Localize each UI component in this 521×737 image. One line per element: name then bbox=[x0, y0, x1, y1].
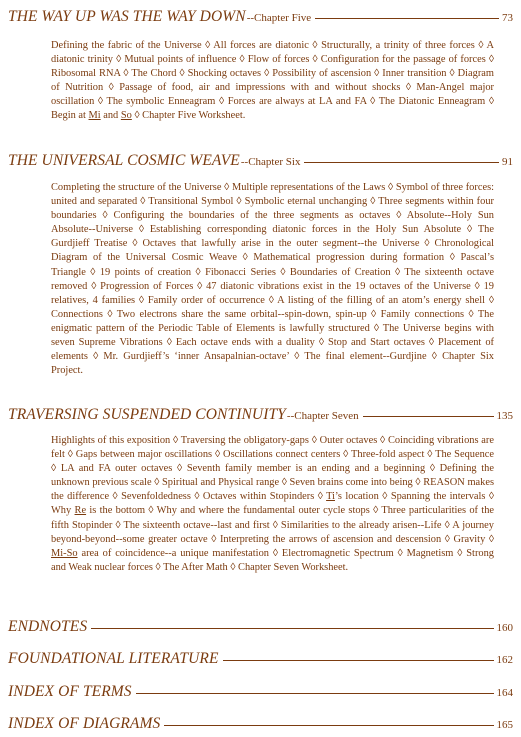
toc-entry-chapter-six[interactable] bbox=[8, 152, 513, 170]
chapter-title: TRAVERSING SUSPENDED CONTINUITY bbox=[8, 406, 286, 423]
page-number: 135 bbox=[496, 410, 513, 422]
section-title: FOUNDATIONAL LITERATURE bbox=[8, 650, 219, 667]
toc-entry-chapter-five[interactable] bbox=[8, 8, 513, 26]
chapter-label: --Chapter Six bbox=[240, 156, 301, 168]
toc-entry-foundational-literature[interactable] bbox=[8, 650, 513, 668]
toc-entry-chapter-seven[interactable] bbox=[8, 406, 513, 424]
page-number: 160 bbox=[496, 622, 513, 634]
underlined-term: So bbox=[120, 110, 132, 122]
dot-leader bbox=[315, 18, 499, 19]
chapter-title: THE UNIVERSAL COSMIC WEAVE bbox=[8, 152, 240, 169]
toc-entry-index-of-terms[interactable] bbox=[8, 683, 513, 701]
chapter-label: --Chapter Five bbox=[246, 12, 312, 24]
dot-leader bbox=[136, 693, 494, 694]
underlined-term: Mi bbox=[88, 110, 101, 122]
page-number: 91 bbox=[502, 156, 513, 168]
dot-leader bbox=[304, 162, 499, 163]
toc-entry-endnotes[interactable] bbox=[8, 618, 513, 636]
toc-entry-index-of-diagrams[interactable] bbox=[8, 715, 513, 733]
page-number: 73 bbox=[502, 12, 513, 24]
chapter-title: THE WAY UP WAS THE WAY DOWN bbox=[8, 8, 246, 25]
page-number: 164 bbox=[496, 687, 513, 699]
chapter-label: --Chapter Seven bbox=[286, 410, 359, 422]
section-title: ENDNOTES bbox=[8, 618, 88, 635]
dot-leader bbox=[91, 628, 493, 629]
chapter-summary: Defining the fabric of the Universe ◊ All forces are diatonic ◊ Structurally, a trinity of three forces ◊ A diatonic trinity ◊ Mutual points of influence ◊ Flow of forces ◊ Configuration for the passage of forces ◊ Ribosomal RNA ◊ The Chord ◊ Shocking octaves ◊ Possibility of ascension ◊ Inner transition ◊ Diagram of Nutrition ◊ Passage of food, air and impressions with and without shocks ◊ Man-Angel major oscillation ◊ The symbolic Enneagram ◊ Forces are always at LA and FA ◊ The Diatonic Enneagram ◊ Begin at Mi and So ◊ Chapter Five Worksheet. bbox=[51, 40, 494, 122]
page-number: 165 bbox=[496, 719, 513, 731]
underlined-term: Mi-So bbox=[51, 547, 78, 559]
underlined-term: Re bbox=[74, 505, 87, 517]
underlined-term: Ti bbox=[326, 491, 335, 503]
page-number: 162 bbox=[496, 654, 513, 666]
dot-leader bbox=[223, 660, 494, 661]
dot-leader bbox=[164, 725, 493, 726]
section-title: INDEX OF TERMS bbox=[8, 683, 132, 700]
dot-leader bbox=[363, 416, 494, 417]
chapter-summary: Completing the structure of the Universe ◊ Multiple representations of the Laws ◊ Symbol of three forces: united and separated ◊ Transitional Symbol ◊ Symbolic eternal unchanging ◊ Three segments within four boundaries ◊ Configuring the boundaries of the three segments as octaves ◊ Absolute--Holy Sun Absolute--Universe ◊ Establishing corresponding diatonic forces in the Holy Sun Absolute ◊ The Gurdjieff Treatise ◊ Octaves that lawfully arise in the outer segment--the Universe ◊ Chronological Diagram of the Universal Cosmic Weave ◊ Mathematical progression during formation ◊ Pascal’s Triangle ◊ 19 points of creation ◊ Fibonacci Series ◊ Boundaries of Creation ◊ The sixteenth octave removed ◊ Progression of Forces ◊ 47 diatonic vibrations exist in the 19 octaves of the Universe ◊ 19 relatives, 4 families ◊ Family order of occurrence ◊ A listing of the filling of an atom’s energy shell ◊ Connections ◊ Two electrons share the same orbital--spin-down, spin-up ◊ Family connections ◊ The enigmatic pattern of the Periodic Table of Elements is lawfully structured ◊ The Universe begins with seven Supreme Vibrations ◊ Each octave ends with a duality ◊ Stop and Start octaves ◊ Placement of elements ◊ Mr. Gurdjieff’s ‘inner Ansapalnian-octave’ ◊ The final element--Gurdjine ◊ Chapter Six Project. bbox=[51, 182, 494, 377]
section-title: INDEX OF DIAGRAMS bbox=[8, 715, 161, 732]
chapter-summary: Highlights of this exposition ◊ Traversing the obligatory-gaps ◊ Outer octaves ◊ Coinciding vibrations are felt ◊ Gaps between major oscillations ◊ Oscillations connect centers ◊ Three-fold aspect ◊ The Sequence ◊ LA and FA outer octaves ◊ Seventh family member is an ending and a beginning ◊ Defining the unknown previous scale ◊ Spiritual and Physical range ◊ Seven brains come into being ◊ REASON makes the difference ◊ Sevenfoldedness ◊ Octaves within Stopinders ◊ Ti’s location ◊ Spanning the intervals ◊ Why Re is the bottom ◊ Why and where the fundamental outer cycle stops ◊ Three particularities of the fifth Stopinder ◊ The sixteenth octave--last and first ◊ Similarities to the already arisen--Life ◊ A journey beyond-beyond--some greater octave ◊ Interpreting the arrows of ascension and descension ◊ Gravity ◊ Mi-So area of coincidence--a unique manifestation ◊ Electromagnetic Spectrum ◊ Magnetism ◊ Strong and Weak nuclear forces ◊ The After Math ◊ Chapter Seven Worksheet. bbox=[51, 435, 495, 573]
